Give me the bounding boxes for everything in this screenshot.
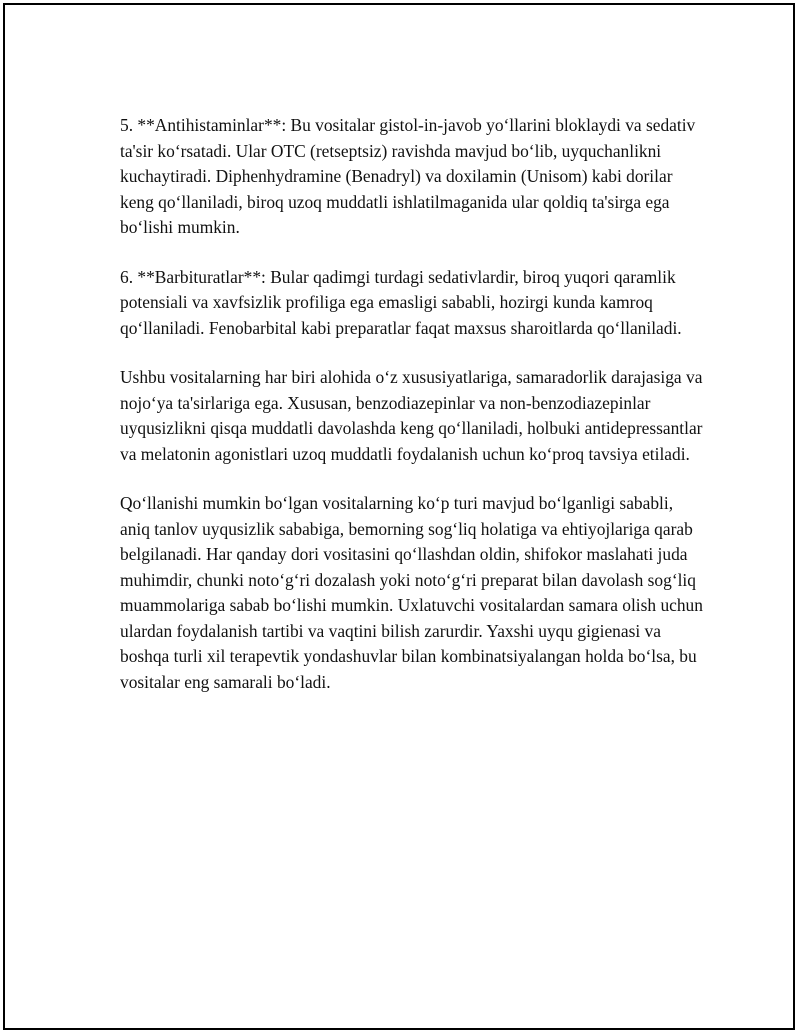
paragraph-comparison: Ushbu vositalarning har biri alohida o‘z xususiyatlariga, samaradorlik darajasiga va nojo‘ya ta'sirlariga ega. Xususan, benzodiazepinlar va non-benzodiazepinlar uyqusizlikni qisqa muddatli davolashda keng qo‘llaniladi, holbuki antidepressantlar va melatonin agonistlari uzoq muddatli foydalanish uchun ko‘proq tavsiya etiladi. — [120, 367, 703, 464]
paragraph-antihistamines: 5. **Antihistaminlar**: Bu vositalar gistol-in-javob yo‘llarini bloklaydi va sedativ ta'sir ko‘rsatadi. Ular OTC (retseptsiz) ravishda mavjud bo‘lib, uyquchanlikni kuchaytiradi. Diphenhydramine (Benadryl) va doxilamin (Unisom) kabi dorilar keng qo‘llaniladi, biroq uzoq muddatli ishlatilmaganida ular qoldiq ta'sirga ega bo‘lishi mumkin. — [120, 115, 696, 237]
document-body — [120, 113, 705, 719]
paragraph-barbiturates: 6. **Barbituratlar**: Bular qadimgi turdagi sedativlardir, biroq yuqori qaramlik potensiali va xavfsizlik profiliga ega emasligi sababli, hozirgi kunda kamroq qo‘llaniladi. Fenobarbital kabi preparatlar faqat maxsus sharoitlarda qo‘llaniladi. — [120, 266, 682, 338]
paragraph-conclusion: Qo‘llanishi mumkin bo‘lgan vositalarning ko‘p turi mavjud bo‘lganligi sababli, aniq tanlov uyqusizlik sababiga, bemorning sog‘liq holatiga va ehtiyojlariga qarab belgilanadi. Har qanday dori vositasini qo‘llashdan oldin, shifokor maslahati juda muhimdir, chunki noto‘g‘ri dozalash yoki noto‘g‘ri preparat bilan davolash sog‘liq muammolariga sabab bo‘lishi mumkin. Uxlatuvchi vositalardan samara olish uchun ulardan foydalanish tartibi va vaqtini bilish zarurdir. Yaxshi uyqu gigienasi va boshqa turli xil terapevtik yondashuvlar bilan kombinatsiyalangan holda bo‘lsa, bu vositalar eng samarali bo‘ladi. — [120, 493, 703, 692]
document-page — [3, 3, 795, 1030]
